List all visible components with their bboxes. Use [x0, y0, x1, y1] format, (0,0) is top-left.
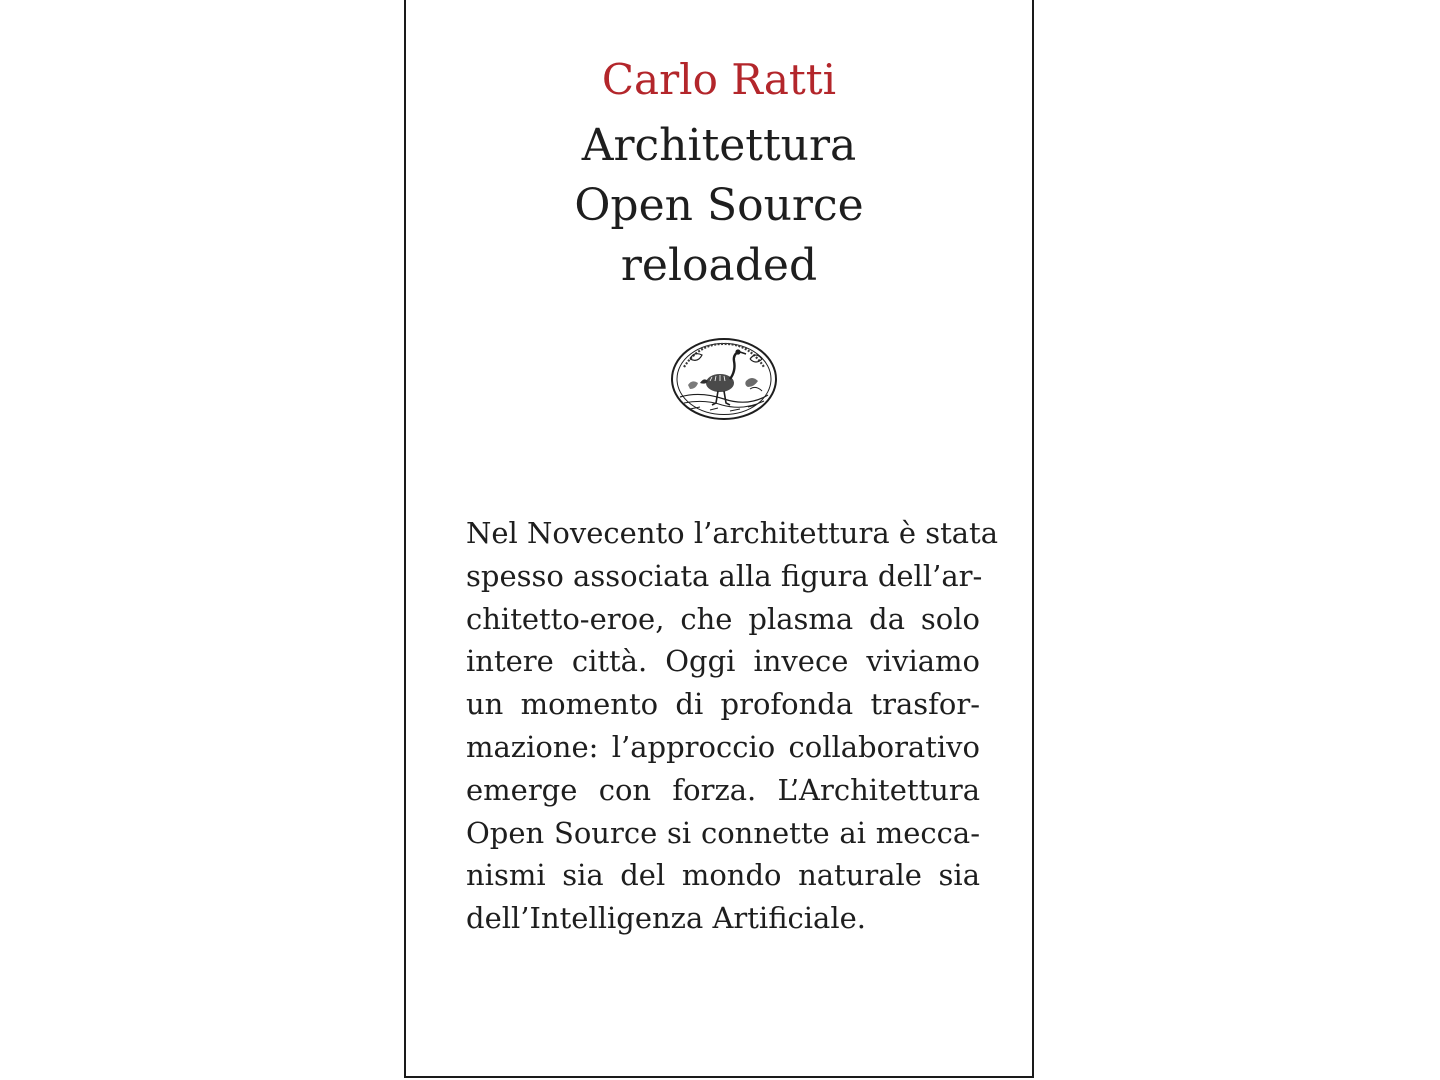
einaudi-ostrich-emblem-icon — [670, 337, 778, 421]
book-cover — [404, 0, 1034, 1078]
blurb-line: intere città. Oggi invece viviamo — [466, 644, 980, 679]
title-line: Open Source — [574, 180, 864, 231]
blurb-line: un momento di profonda trasfor- — [466, 687, 980, 722]
blurb-line: chitetto-eroe, che plasma da solo — [466, 601, 980, 636]
blurb-line: Open Source si connette ai mecca- — [466, 815, 980, 850]
blurb-line: Nel Novecento l’architettura è stata — [466, 516, 998, 550]
blurb-line: mazione: l’approccio collaborativo — [466, 729, 980, 764]
title-line: Architettura — [581, 120, 857, 171]
back-cover-blurb — [466, 512, 998, 940]
author-name: Carlo Ratti — [601, 55, 837, 104]
blurb-line: spesso associata alla figura dell’ar- — [466, 558, 983, 593]
book-title — [406, 116, 1032, 296]
title-line: reloaded — [620, 240, 818, 291]
blurb-line: emerge con forza. L’Architettura — [466, 772, 980, 807]
blurb-line: nismi sia del mondo naturale sia — [466, 858, 980, 893]
blurb-line: dell’Intelligenza Artificiale. — [466, 901, 866, 936]
